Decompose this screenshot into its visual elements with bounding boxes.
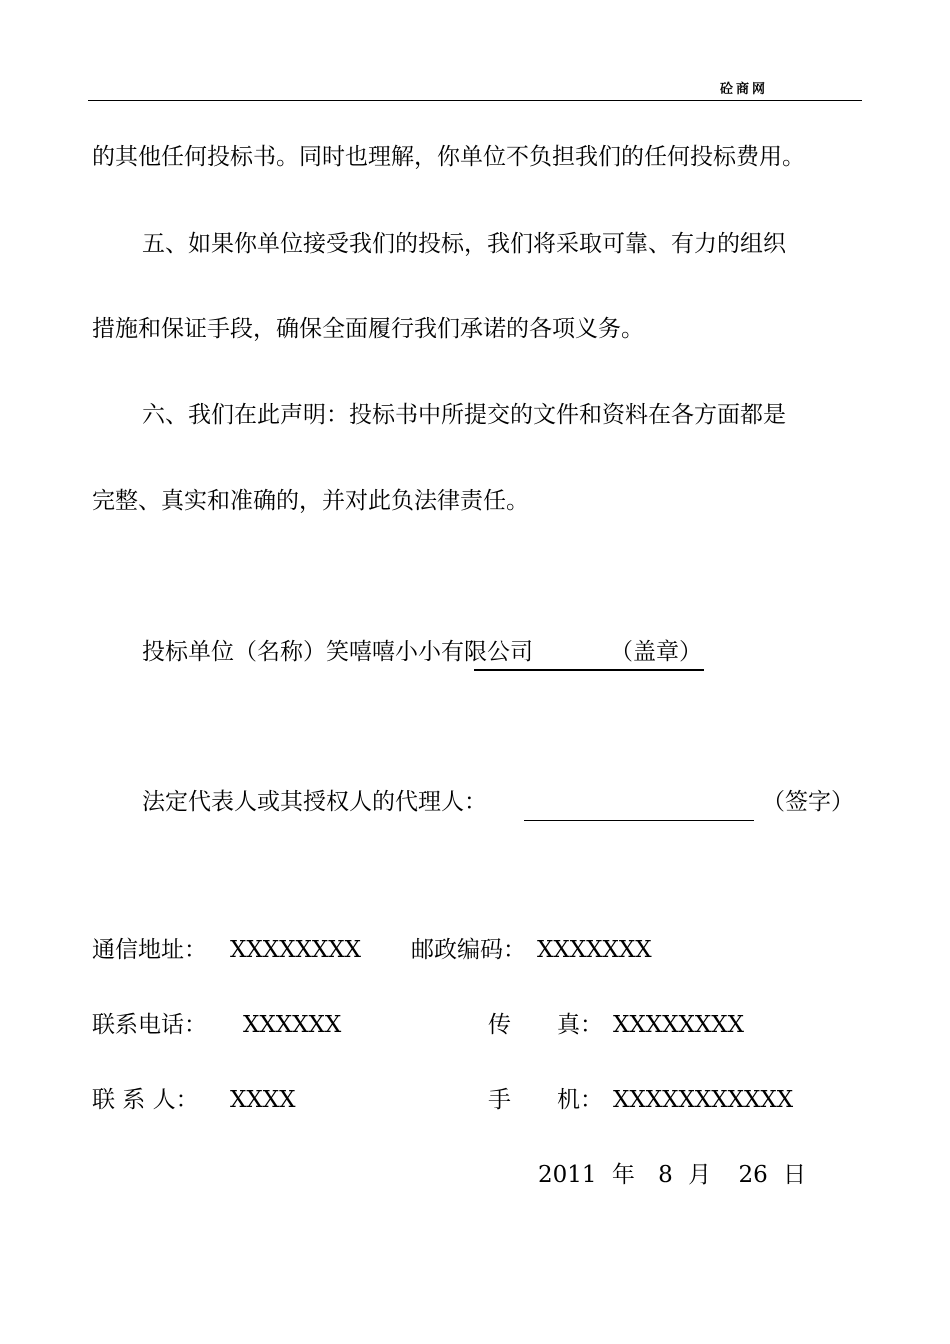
mobile-label: 手 机：: [488, 1087, 603, 1113]
date-day-unit: 日: [783, 1162, 807, 1188]
body-line-1: 的其他任何投标书。同时也理解，你单位不负担我们的任何投标费用。: [92, 144, 805, 170]
company-underline: [474, 669, 704, 671]
representative-label: 法定代表人或其授权人的代理人：: [142, 789, 487, 815]
date-month-unit: 月: [688, 1162, 712, 1188]
header-brand: 砼商网: [720, 82, 769, 97]
sign-label: （签字）: [762, 789, 854, 815]
fax-label: 传 真：: [488, 1012, 603, 1038]
postcode-value: XXXXXXX: [537, 937, 652, 963]
phone-value: XXXXXX: [243, 1012, 342, 1038]
seal-label: （盖章）: [610, 639, 702, 665]
date-month: 8: [658, 1162, 673, 1188]
address-label: 通信地址：: [92, 937, 207, 963]
contact-label: 联 系 人：: [92, 1087, 199, 1113]
postcode-label: 邮政编码：: [411, 937, 526, 963]
date-year: 2011: [538, 1162, 597, 1188]
phone-label: 联系电话：: [92, 1012, 207, 1038]
company-label: 投标单位（名称）笑嘻嘻小小有限公司: [142, 639, 533, 665]
item-6-line-2: 完整、真实和准确的，并对此负法律责任。: [92, 488, 529, 514]
item-6-line-1: 六、我们在此声明：投标书中所提交的文件和资料在各方面都是: [142, 402, 786, 428]
item-5-line-1: 五、如果你单位接受我们的投标，我们将采取可靠、有力的组织: [142, 231, 786, 257]
fax-value: XXXXXXXX: [613, 1012, 744, 1038]
signature-line: [524, 820, 754, 821]
date-year-unit: 年: [611, 1162, 635, 1188]
mobile-value: XXXXXXXXXXX: [613, 1087, 794, 1113]
date-day: 26: [738, 1162, 768, 1188]
address-value: XXXXXXXX: [230, 937, 361, 963]
contact-value: XXXX: [230, 1087, 296, 1113]
item-5-line-2: 措施和保证手段，确保全面履行我们承诺的各项义务。: [92, 316, 644, 342]
header-rule: [88, 100, 862, 101]
date: [538, 1160, 806, 1190]
